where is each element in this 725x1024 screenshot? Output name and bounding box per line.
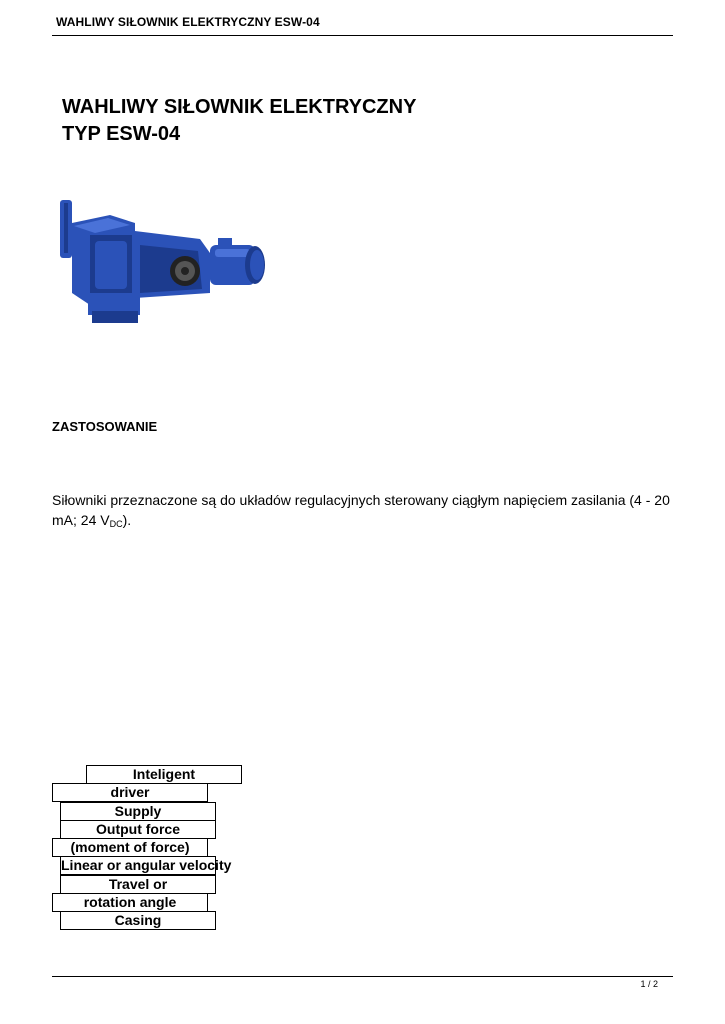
actuator-photo [50,193,280,333]
spec-cell: Casing [60,911,216,930]
running-header: WAHLIWY SIŁOWNIK ELEKTRYCZNY ESW-04 [56,15,320,29]
spec-cell: Supply [60,802,216,821]
title-line-2: TYP ESW-04 [62,123,181,145]
paragraph-subscript: DC [109,519,123,529]
paragraph-text: Siłowniki przeznaczone są do układów regulacyjnych sterowany ciągłym napięciem zasilania (4 - 20 mA; 24 V [52,492,670,528]
spec-cell: Travel or [60,875,216,894]
header-rule [52,35,673,36]
footer-rule [52,976,673,977]
page-number: 1 / 2 [640,979,658,989]
section-heading: ZASTOSOWANIE [52,419,158,434]
body-paragraph [52,490,672,534]
spec-cell: Output force [60,820,216,839]
title-line-1: WAHLIWY SIŁOWNIK ELEKTRYCZNY [62,96,417,118]
document-title [62,94,416,148]
spec-cell: Inteligent [86,765,242,784]
spec-cell: driver [52,783,208,802]
spec-cell: (moment of force) [52,838,208,857]
spec-cell: rotation angle [52,893,208,912]
spec-cell: Linear or angular velocity [61,857,232,873]
paragraph-text-end: ). [122,512,132,528]
actuator-body [60,200,265,323]
